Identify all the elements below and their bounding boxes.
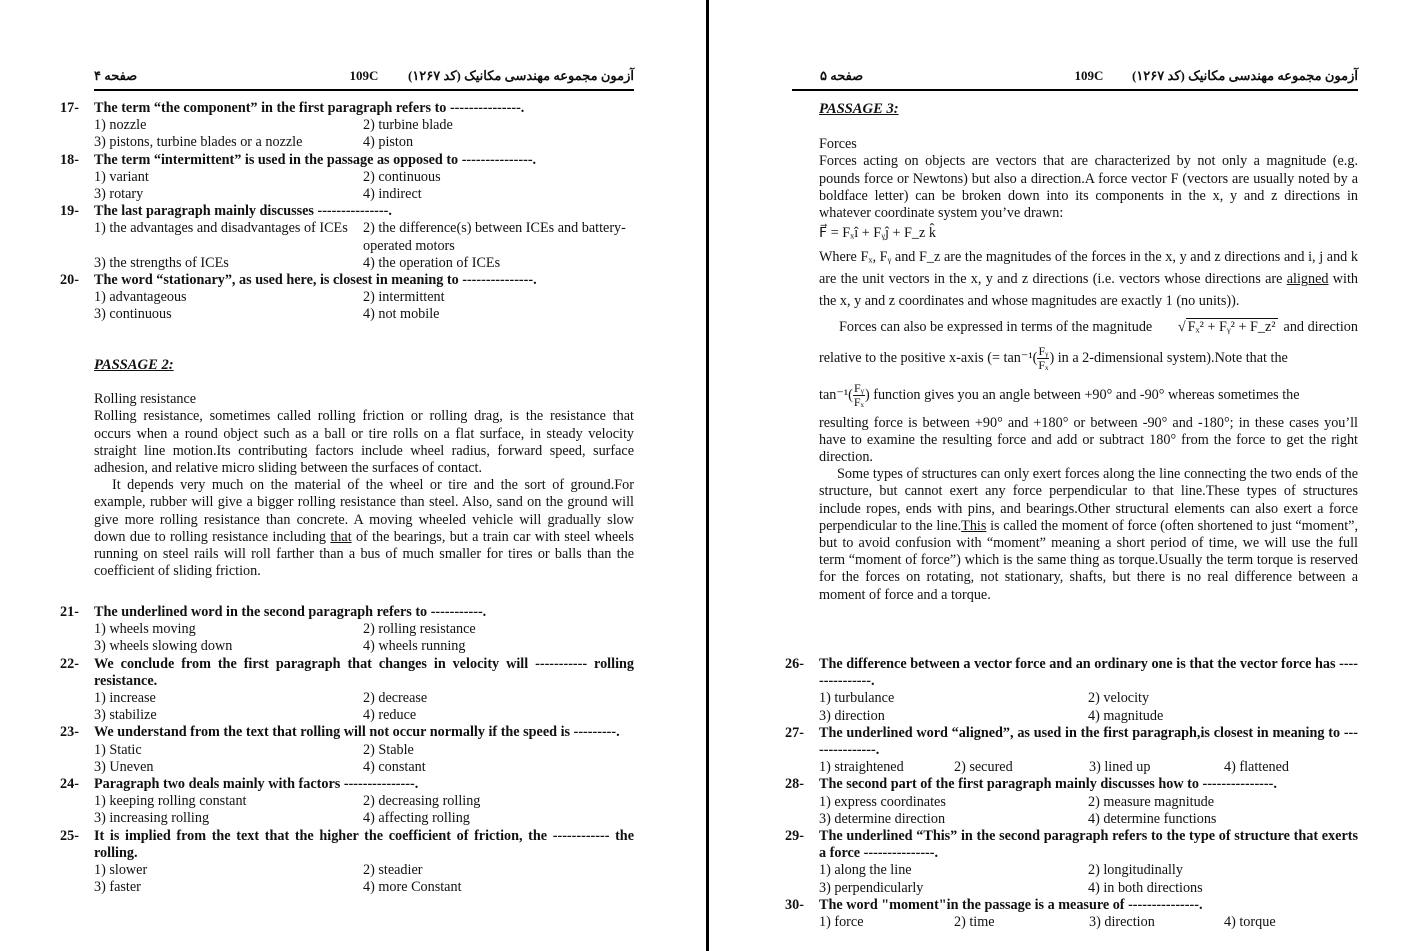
question-stem: The difference between a vector force and an ordinary one is that the vector force has ---------------. [819,656,1358,690]
answer-options [819,759,1358,776]
paragraph-text: with the x, y and z coordinates and whose magnitudes are exactly 1 (no units)). [819,271,1358,310]
question-stem: We conclude from the first paragraph that changes in velocity will ----------- rolling resistance. [94,655,634,689]
fraction-denominator: Fₓ [853,394,864,409]
paragraph-text: Forces can also be expressed in terms of the magnitude [839,318,1153,335]
question-stem: The underlined word in the second paragraph refers to -----------. [94,604,487,620]
question-group-17-20 [60,100,634,324]
answer-option[interactable]: 3) increasing rolling [94,810,210,827]
left-page-header [94,68,634,86]
question-17 [60,100,634,152]
answer-option[interactable]: 1) wheels moving [94,621,196,638]
question-number: 30- [785,896,804,913]
answer-option[interactable]: 3) direction [819,707,885,724]
question-number: 20- [60,272,79,289]
answer-option[interactable]: 1) nozzle [94,117,147,134]
question-number: 21- [60,604,79,620]
paragraph-text: Some types of structures can only exert forces along the line connecting the two ends of the structure, but cannot exert any force perpendicular to that line.These types of structures include ropes, ends with pins, and bearings.Other structural elements can also exert a force perpendicular to the line. [819,466,1358,534]
question-18 [60,152,634,204]
question-21 [60,604,634,656]
question-number: 22- [60,655,79,672]
passage-paragraph-1: Forces acting on objects are vectors that are characterized by not only a magnitude (e.g. pounds force or Newtons) but also a direction.A force vector F (vectors are usually noted by a boldface letter) can be broken down into its components in the x, y and z directions in whatever coordinate system you’ve drawn: [819,153,1358,222]
question-19 [60,203,634,272]
question-number: 18- [60,151,79,168]
answer-options [94,793,634,827]
answer-option[interactable]: 2) intermittent [363,289,445,306]
header-rule [792,89,1358,91]
paragraph-text: ) function gives you an angle between +90° and -90° whereas sometimes the [864,386,1300,403]
left-page [0,0,706,951]
question-stem: The second part of the first paragraph mainly discusses how to ---------------. [819,776,1277,793]
question-23 [60,724,634,776]
question-30 [785,897,1358,931]
answer-option[interactable]: 4) not mobile [363,306,440,323]
question-24 [60,776,634,828]
underlined-word: that [330,528,352,545]
passage-3 [819,101,1358,604]
paragraph-text: relative to the positive x-axis (= tan⁻¹( [819,349,1038,366]
question-stem: It is implied from the text that the higher the coefficient of friction, the ------------ the rolling. [94,827,634,861]
answer-option[interactable]: 1) turbulance [819,690,895,707]
answer-option[interactable]: 4) flattened [1224,759,1289,776]
question-number: 24- [60,776,79,793]
question-number: 17- [60,100,79,116]
page-number: صفحه ۵ [820,68,864,83]
booklet-code: 109C [349,68,379,83]
answer-option[interactable]: 1) keeping rolling constant [94,793,247,810]
answer-option[interactable]: 3) lined up [1089,759,1151,776]
question-28 [785,776,1358,828]
answer-options [94,220,634,272]
answer-option[interactable]: 4) affecting rolling [363,810,470,827]
passage-paragraph-4 [819,466,1358,604]
question-stem: We understand from the text that rolling will not occur normally if the speed is ---------. [94,724,620,741]
question-stem: The term “intermittent” is used in the passage as opposed to ---------------. [94,151,537,168]
answer-option[interactable]: 4) determine functions [1088,810,1217,827]
answer-option[interactable]: 1) increase [94,690,156,707]
question-stem: The underlined word “aligned”, as used in the first paragraph,is closest in meaning to ---------------. [819,724,1358,759]
question-number: 28- [785,776,804,793]
paragraph-text: is called the moment of force (often shortened to just “moment”, but to avoid confusion with “moment” meaning a short period of time, we will use the full term “moment of force”) which is the same thing as torque.Usually the term torque is reserved for the forces on rotating, not stationary, shafts, but there is no real difference between a moment of force and a torque. [819,517,1358,603]
answer-option[interactable]: 4) the operation of ICEs [363,254,501,271]
question-stem: The term “the component” in the first paragraph refers to ---------------. [94,100,525,116]
answer-option[interactable]: 3) direction [1089,914,1155,931]
question-27 [785,725,1358,777]
answer-option[interactable]: 3) faster [94,879,141,896]
page-number: صفحه ۴ [94,68,138,83]
passage-title: PASSAGE 2: [94,357,174,373]
exam-title: آزمون مجموعه مهندسی مکانیک (کد ۱۲۶۷) [1131,68,1358,83]
passage-paragraph-1: Rolling resistance, sometimes called rolling friction or rolling drag, is the resistance that occurs when a round object such as a ball or tire rolls on a flat surface, in steady velocity straight line motion.Its contributing factors include wheel radius, forward speed, surface adhesion, and relative micro sliding between the surfaces of contact. [94,408,634,477]
question-stem: The last paragraph mainly discusses ---------------. [94,203,392,220]
question-number: 19- [60,203,79,220]
answer-option[interactable]: 2) Stable [363,741,414,758]
paragraph-text: ) in a 2-dimensional system).Note that the [1049,349,1288,366]
answer-option[interactable]: 1) Static [94,741,142,758]
passage-paragraph-2 [819,246,1358,312]
answer-option[interactable]: 2) decrease [363,690,428,707]
answer-option[interactable]: 3) stabilize [94,707,157,724]
answer-option[interactable]: 3) Uneven [94,758,154,775]
answer-option[interactable]: 4) magnitude [1088,707,1164,724]
answer-options [94,169,634,203]
answer-option[interactable]: 3) continuous [94,306,172,323]
passage-paragraph-2 [94,477,634,580]
question-group-21-25 [60,604,634,896]
answer-options [94,742,634,776]
question-number: 25- [60,827,79,844]
underlined-word-this: This [961,517,987,534]
question-22 [60,656,634,725]
direction-line [819,345,1358,372]
magnitude-line: Forces can also be expressed in terms of the magnitude √ Fₓ² + Fᵧ² + F_z² and direction [839,318,1358,336]
fraction-numerator: Fᵧ [853,380,864,395]
answer-option[interactable]: 4) in both directions [1088,879,1203,896]
question-number: 23- [60,724,79,741]
answer-option[interactable]: 4) torque [1224,914,1276,931]
question-stem: The underlined “This” in the second paragraph refers to the type of structure that exerts a force ---------------. [819,828,1358,862]
answer-option[interactable]: 3) determine direction [819,810,946,827]
fraction-denominator: Fₓ [1038,357,1049,372]
passage-title: PASSAGE 3: [819,101,899,117]
answer-options [819,914,1358,931]
answer-option[interactable]: 2) time [954,914,995,931]
fraction-numerator: Fᵧ [1038,343,1049,358]
header-rule [94,89,634,91]
answer-options [94,117,634,151]
tan-line [819,382,1358,409]
answer-option[interactable]: 1) force [819,914,864,931]
magnitude-formula: Fₓ² + Fᵧ² + F_z² [1187,319,1276,336]
right-page-header [820,68,1358,86]
answer-option[interactable]: 1) along the line [819,862,912,879]
underlined-word-aligned: aligned [1286,271,1329,288]
answer-option[interactable]: 1) express coordinates [819,793,946,810]
answer-option[interactable]: 3) pistons, turbine blades or a nozzle [94,134,303,151]
question-stem: The word "moment"in the passage is a measure of ---------------. [819,896,1203,913]
passage-2 [94,357,634,580]
answer-options [819,690,1358,724]
answer-options [94,862,634,896]
answer-option[interactable]: 4) wheels running [363,638,466,655]
passage-paragraph-3: resulting force is between +90° and +180° or between -90° and -180°; in these cases you’ll have to examine the resulting force and add or subtract 180° from the force to get the right direction. [819,414,1358,466]
question-stem: The word “stationary”, as used here, is closest in meaning to ---------------. [94,272,537,289]
question-stem: Paragraph two deals mainly with factors ---------------. [94,776,419,793]
answer-option[interactable]: 1) slower [94,862,148,879]
booklet-code: 109C [1074,68,1104,83]
answer-option[interactable]: 2) the difference(s) between ICEs and battery-operated motors [363,220,626,254]
answer-option[interactable]: 2) secured [954,759,1013,776]
paragraph-text: Where Fₓ, Fᵧ and F_z are the magnitudes of the forces in the x, y and z directions and i, j and k are the unit vectors in the x, y and z directions (i.e. vectors whose directions are [819,249,1358,288]
answer-option[interactable]: 2) continuous [363,168,441,185]
answer-option[interactable]: 4) more Constant [363,879,462,896]
question-25 [60,828,634,897]
answer-options [94,289,634,323]
answer-option[interactable]: 3) rotary [94,186,144,203]
right-page [710,0,1418,951]
paragraph-text: It depends very much on the material of the wheel or tire and the sort of ground.For example, rubber will give a bigger rolling resistance than steel. Also, sand on the ground will give more rolling resistance than concrete. A moving wheeled vehicle will gradually slow down due to rolling resistance including [94,477,634,545]
answer-option[interactable]: 1) straightened [819,759,904,776]
question-group-26-30 [785,656,1358,931]
question-29 [785,828,1358,897]
paragraph-text: and direction [1283,318,1358,335]
answer-option[interactable]: 1) advantageous [94,289,187,306]
question-26 [785,656,1358,725]
answer-option[interactable]: 2) longitudinally [1088,862,1183,879]
answer-option[interactable]: 3) the strengths of ICEs [94,254,229,271]
direction-fraction [1037,345,1049,372]
passage-heading: Forces [819,136,857,153]
answer-option[interactable]: 1) the advantages and disadvantages of ICEs [94,220,348,237]
answer-option[interactable]: 4) piston [363,134,414,151]
answer-option[interactable]: 2) velocity [1088,690,1150,707]
passage-heading: Rolling resistance [94,391,197,408]
page-divider [706,0,709,951]
exam-title: آزمون مجموعه مهندسی مکانیک (کد ۱۲۶۷) [407,68,634,83]
answer-options [94,690,634,724]
answer-option[interactable]: 4) constant [363,758,426,775]
paragraph-text: tan⁻¹( [819,386,853,403]
vector-formula: F⃗ = Fₓî + Fᵧĵ + F_z k̂ [819,225,936,242]
answer-options [94,621,634,655]
answer-options [819,794,1358,828]
paragraph-text: of the bearings, but a train car with steel wheels running on steel rails will roll farther than a bus of much smaller for tires or balls than the coefficient of sliding friction. [94,528,635,580]
question-number: 27- [785,724,804,741]
answer-option[interactable]: 2) turbine blade [363,117,453,134]
answer-option[interactable]: 2) measure magnitude [1088,793,1215,810]
answer-option[interactable]: 2) rolling resistance [363,621,476,638]
answer-option[interactable]: 2) steadier [363,862,423,879]
answer-option[interactable]: 3) wheels slowing down [94,638,233,655]
answer-option[interactable]: 3) perpendicularly [819,879,924,896]
answer-option[interactable]: 2) decreasing rolling [363,793,481,810]
answer-option[interactable]: 1) variant [94,168,149,185]
answer-option[interactable]: 4) reduce [363,707,417,724]
tan-fraction [853,382,865,409]
question-number: 26- [785,656,804,672]
answer-options [819,862,1358,896]
question-number: 29- [785,828,804,845]
question-20 [60,272,634,324]
answer-option[interactable]: 4) indirect [363,186,422,203]
